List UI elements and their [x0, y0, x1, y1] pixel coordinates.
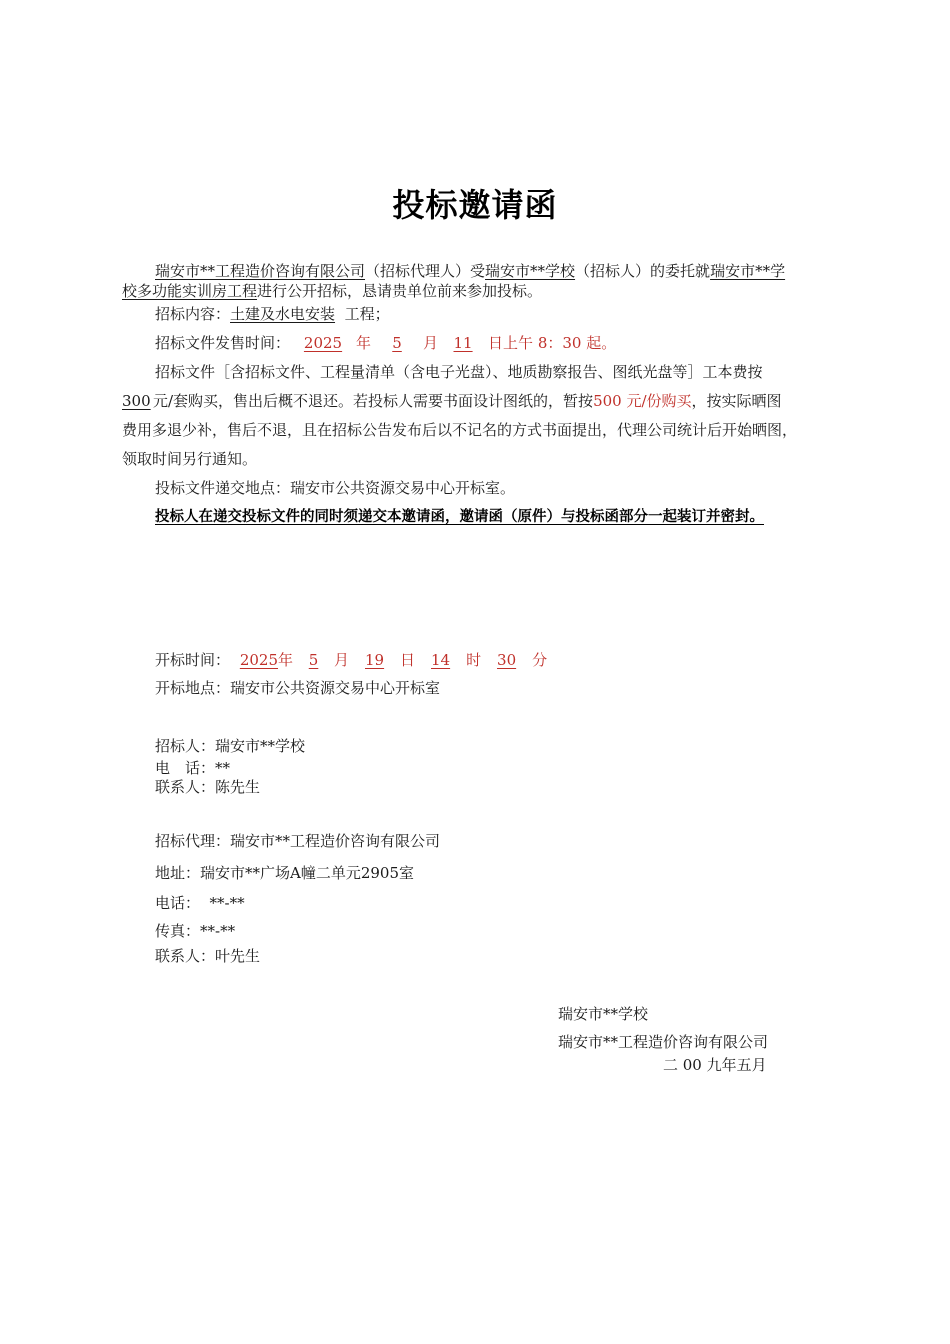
sale-time-label: 招标文件发售时间： — [155, 334, 291, 352]
signature-school: 瑞安市**学校 — [558, 1005, 649, 1023]
tenderer-contact: 联系人：陈先生 — [155, 778, 261, 796]
sale-day-tail: 日上午 8：30 起。 — [488, 334, 617, 352]
project-name-part-2: 校多功能实训房工程 — [122, 282, 258, 300]
sale-time — [155, 333, 616, 353]
opening-time — [155, 650, 547, 670]
opening-hour: 14 — [431, 651, 451, 669]
agent-fax: 传真：**-** — [155, 922, 236, 940]
fee-amount: 300 — [122, 392, 151, 410]
sealing-notice: 投标人在递交投标文件的同时须递交本邀请函，邀请函（原件）与投标函部分一起装订并密封。 — [155, 509, 764, 525]
intro-line-2 — [122, 281, 542, 301]
agent-contact: 联系人：叶先生 — [155, 947, 261, 965]
client-role: （招标人）的委托就 — [575, 262, 711, 280]
fee-line-2 — [122, 391, 782, 411]
opening-minute-unit: 分 — [532, 651, 548, 669]
agent-name: 瑞安市**工程造价咨询有限公司 — [155, 262, 366, 280]
client-name: 瑞安市**学校 — [485, 262, 576, 280]
sale-year-unit: 年 — [356, 334, 372, 352]
opening-day-unit: 日 — [400, 651, 416, 669]
intro-line-1 — [155, 261, 785, 281]
sale-year: 2025 — [303, 334, 343, 352]
opening-place: 开标地点：瑞安市公共资源交易中心开标室 — [155, 679, 441, 697]
tender-content-suffix: 工程； — [344, 305, 390, 323]
tender-content-label: 招标内容： — [155, 305, 231, 323]
tender-content — [155, 304, 390, 324]
drawing-price: 500 元/份购买 — [593, 392, 692, 410]
agent-address: 地址：瑞安市**广场A幢二单元2905室 — [155, 864, 415, 882]
tenderer-name: 招标人：瑞安市**学校 — [155, 737, 306, 755]
fee-line-3: 费用多退少补，售后不退，且在招标公告发布后以不记名的方式书面提出，代理公司统计后开始晒图， — [122, 421, 798, 439]
opening-minute: 30 — [497, 651, 517, 669]
opening-year: 2025 — [239, 651, 279, 669]
sale-month-unit: 月 — [423, 334, 439, 352]
fee-line-4: 领取时间另行通知。 — [122, 450, 258, 468]
submit-place: 投标文件递交地点：瑞安市公共资源交易中心开标室。 — [155, 479, 516, 497]
fee-line-2b: ，按实际晒图 — [691, 392, 782, 410]
agent-name-line: 招标代理：瑞安市**工程造价咨询有限公司 — [155, 832, 441, 850]
signature-company: 瑞安市**工程造价咨询有限公司 — [558, 1033, 769, 1051]
sale-month: 5 — [392, 334, 402, 352]
tender-content-value: 土建及水电安装 — [230, 305, 336, 323]
tenderer-phone: 电 话：** — [155, 759, 231, 777]
document-title: 投标邀请函 — [392, 186, 558, 224]
opening-year-unit: 年 — [278, 651, 294, 669]
project-name-part-1: 瑞安市**学 — [710, 262, 786, 280]
signature-date: 二 00 九年五月 — [663, 1056, 767, 1074]
opening-day: 19 — [365, 651, 385, 669]
intro-tail: 进行公开招标，恳请贵单位前来参加投标。 — [257, 282, 543, 300]
opening-month: 5 — [308, 651, 319, 669]
opening-time-label: 开标时间： — [155, 651, 231, 669]
fee-line-2a: 元/套购买，售出后概不退还。若投标人需要书面设计图纸的，暂按 — [153, 392, 594, 410]
fee-line-1: 招标文件［含招标文件、工程量清单（含电子光盘）、地质勘察报告、图纸光盘等］工本费按 — [155, 363, 763, 381]
agent-role: （招标代理人）受 — [365, 262, 486, 280]
opening-hour-unit: 时 — [466, 651, 482, 669]
opening-month-unit: 月 — [334, 651, 350, 669]
agent-phone: 电话： **-** — [155, 894, 245, 912]
sale-day: 11 — [453, 334, 473, 352]
